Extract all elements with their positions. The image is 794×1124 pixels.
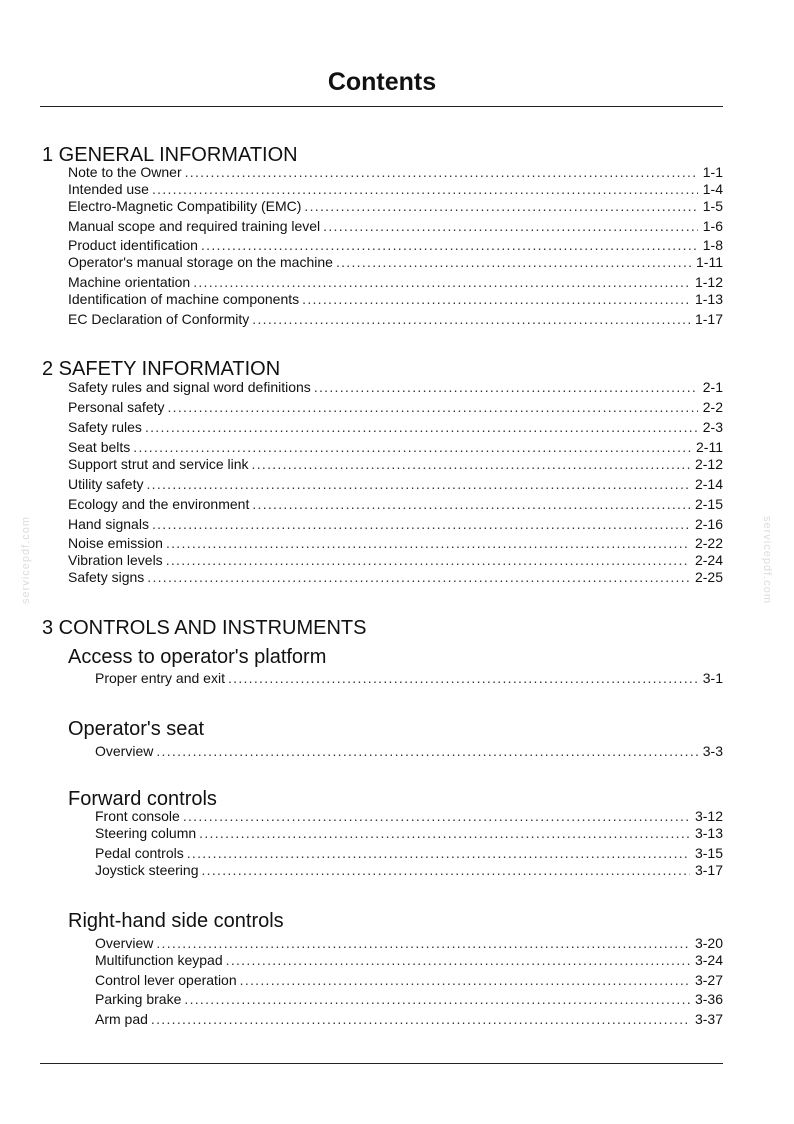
toc-entry-label: Pedal controls — [95, 845, 184, 861]
leader-dots — [152, 516, 690, 533]
toc-entry-label: Proper entry and exit — [95, 670, 225, 686]
toc-entry-label: Control lever operation — [95, 972, 237, 988]
toc-entry[interactable] — [68, 419, 723, 436]
toc-entry-page: 2-16 — [694, 516, 723, 532]
leader-dots — [184, 991, 690, 1008]
toc-entry-page: 2-14 — [694, 476, 723, 492]
toc-entry[interactable] — [68, 198, 723, 215]
toc-entry-label: Safety rules — [68, 419, 142, 435]
leader-dots — [252, 496, 690, 513]
leader-dots — [156, 743, 697, 760]
page-title: Contents — [327, 68, 437, 96]
toc-entry-label: Product identification — [68, 237, 198, 253]
toc-entry-label: Manual scope and required training level — [68, 218, 321, 234]
toc-entry-page: 3-15 — [694, 845, 723, 861]
toc-entry[interactable] — [95, 952, 723, 969]
toc-entry-label: Support strut and service link — [68, 456, 249, 472]
leader-dots — [166, 552, 690, 569]
toc-entry-label: Safety rules and signal word definitions — [68, 379, 311, 395]
section-heading-safety-information: 2 SAFETY INFORMATION — [42, 358, 281, 380]
toc-entry[interactable] — [68, 237, 723, 254]
toc-entry-page: 1-11 — [696, 254, 723, 270]
toc-entry[interactable] — [68, 439, 723, 456]
leader-dots — [187, 845, 690, 862]
toc-entry-page: 1-5 — [702, 198, 723, 214]
toc-entry-page: 3-20 — [694, 935, 723, 951]
toc-entry-page: 2-1 — [702, 379, 723, 395]
toc-entry-label: Front console — [95, 808, 180, 824]
subsection-heading: Forward controls — [68, 788, 217, 810]
leader-dots — [304, 198, 697, 215]
toc-entry-label: Vibration levels — [68, 552, 163, 568]
toc-entry[interactable] — [68, 379, 723, 396]
section-heading-controls-and-instruments: 3 CONTROLS AND INSTRUMENTS — [42, 617, 367, 639]
toc-entry-page: 3-36 — [694, 991, 723, 1007]
leader-dots — [252, 456, 690, 473]
toc-entry[interactable] — [68, 311, 723, 328]
watermark-left: servicepdf.com — [20, 516, 32, 604]
leader-dots — [323, 218, 698, 235]
toc-entry-page: 1-4 — [702, 181, 723, 197]
toc-entry-page: 1-13 — [694, 291, 723, 307]
leader-dots — [145, 419, 698, 436]
leader-dots — [193, 274, 690, 291]
toc-entry-page: 3-12 — [694, 808, 723, 824]
toc-entry-label: Ecology and the environment — [68, 496, 250, 512]
toc-entry[interactable] — [95, 808, 723, 825]
leader-dots — [228, 670, 698, 687]
toc-entry[interactable] — [68, 291, 723, 308]
section-heading-general-information: 1 GENERAL INFORMATION — [42, 144, 298, 166]
toc-entry[interactable] — [95, 743, 723, 760]
leader-dots — [201, 237, 698, 254]
toc-entry-label: Electro-Magnetic Compatibility (EMC) — [68, 198, 302, 214]
leader-dots — [201, 862, 689, 879]
toc-entry[interactable] — [68, 552, 723, 569]
leader-dots — [240, 972, 690, 989]
leader-dots — [152, 181, 698, 198]
toc-entry-label: Multifunction keypad — [95, 952, 223, 968]
toc-entry-label: Note to the Owner — [68, 164, 182, 180]
bottom-divider — [40, 1063, 723, 1064]
toc-entry[interactable] — [68, 274, 723, 291]
toc-entry-label: Identification of machine components — [68, 291, 300, 307]
toc-entry[interactable] — [95, 972, 723, 989]
toc-entry[interactable] — [95, 862, 723, 879]
toc-entry-label: Personal safety — [68, 399, 165, 415]
toc-entry[interactable] — [68, 535, 723, 552]
toc-entry-label: Machine orientation — [68, 274, 191, 290]
toc-entry[interactable] — [68, 476, 723, 493]
leader-dots — [199, 825, 690, 842]
toc-entry[interactable] — [68, 218, 723, 235]
toc-entry-label: Hand signals — [68, 516, 149, 532]
toc-entry-page: 2-3 — [702, 419, 723, 435]
toc-entry[interactable] — [68, 569, 723, 586]
toc-entry-label: Operator's manual storage on the machine — [68, 254, 333, 270]
toc-entry-page: 2-25 — [694, 569, 723, 585]
toc-entry[interactable] — [68, 516, 723, 533]
toc-entry[interactable] — [95, 1011, 723, 1028]
watermark-right: servicepdf.com — [761, 516, 773, 604]
toc-entry-label: Noise emission — [68, 535, 163, 551]
leader-dots — [185, 164, 698, 181]
leader-dots — [314, 379, 698, 396]
toc-entry-page: 3-37 — [694, 1011, 723, 1027]
toc-entry-label: Overview — [95, 935, 154, 951]
leader-dots — [156, 935, 690, 952]
toc-entry-label: Seat belts — [68, 439, 131, 455]
toc-entry[interactable] — [95, 670, 723, 687]
toc-entry-label: Safety signs — [68, 569, 145, 585]
toc-entry-page: 2-15 — [694, 496, 723, 512]
leader-dots — [336, 254, 691, 271]
leader-dots — [147, 569, 690, 586]
toc-entry-page: 3-1 — [702, 670, 723, 686]
subsection-heading: Access to operator's platform — [68, 646, 327, 668]
leader-dots — [151, 1011, 690, 1028]
toc-entry-label: Steering column — [95, 825, 197, 841]
toc-entry[interactable] — [95, 935, 723, 952]
toc-entry[interactable] — [95, 845, 723, 862]
toc-entry-page: 2-22 — [694, 535, 723, 551]
toc-entry-page: 3-17 — [694, 862, 723, 878]
toc-entry-page: 3-13 — [694, 825, 723, 841]
subsection-heading: Operator's seat — [68, 718, 205, 740]
toc-entry[interactable] — [68, 254, 723, 271]
leader-dots — [146, 476, 690, 493]
toc-entry[interactable] — [68, 456, 723, 473]
toc-entry-page: 2-2 — [702, 399, 723, 415]
toc-entry-label: Intended use — [68, 181, 149, 197]
leader-dots — [252, 311, 690, 328]
toc-entry[interactable] — [68, 496, 723, 513]
toc-entry-page: 3-27 — [694, 972, 723, 988]
leader-dots — [302, 291, 690, 308]
subsection-heading: Right-hand side controls — [68, 910, 284, 932]
toc-entry-page: 3-3 — [702, 743, 723, 759]
toc-entry-page: 1-17 — [694, 311, 723, 327]
toc-entry-page: 1-1 — [702, 164, 723, 180]
top-divider — [40, 106, 723, 107]
leader-dots — [133, 439, 691, 456]
toc-entry-page: 3-24 — [694, 952, 723, 968]
leader-dots — [226, 952, 690, 969]
toc-entry-page: 1-6 — [702, 218, 723, 234]
toc-entry-label: Parking brake — [95, 991, 182, 1007]
toc-entry-page: 1-8 — [702, 237, 723, 253]
toc-entry-label: Utility safety — [68, 476, 144, 492]
toc-entry-label: Arm pad — [95, 1011, 148, 1027]
toc-entry[interactable] — [68, 399, 723, 416]
leader-dots — [168, 399, 698, 416]
toc-entry-page: 2-11 — [696, 439, 723, 455]
toc-entry[interactable] — [95, 991, 723, 1008]
toc-entry-page: 2-24 — [694, 552, 723, 568]
leader-dots — [183, 808, 690, 825]
toc-entry[interactable] — [68, 164, 723, 181]
toc-entry-page: 1-12 — [694, 274, 723, 290]
toc-entry[interactable] — [68, 181, 723, 198]
toc-entry[interactable] — [95, 825, 723, 842]
toc-entry-label: Joystick steering — [95, 862, 199, 878]
leader-dots — [166, 535, 690, 552]
toc-entry-label: EC Declaration of Conformity — [68, 311, 250, 327]
toc-entry-page: 2-12 — [694, 456, 723, 472]
toc-entry-label: Overview — [95, 743, 154, 759]
